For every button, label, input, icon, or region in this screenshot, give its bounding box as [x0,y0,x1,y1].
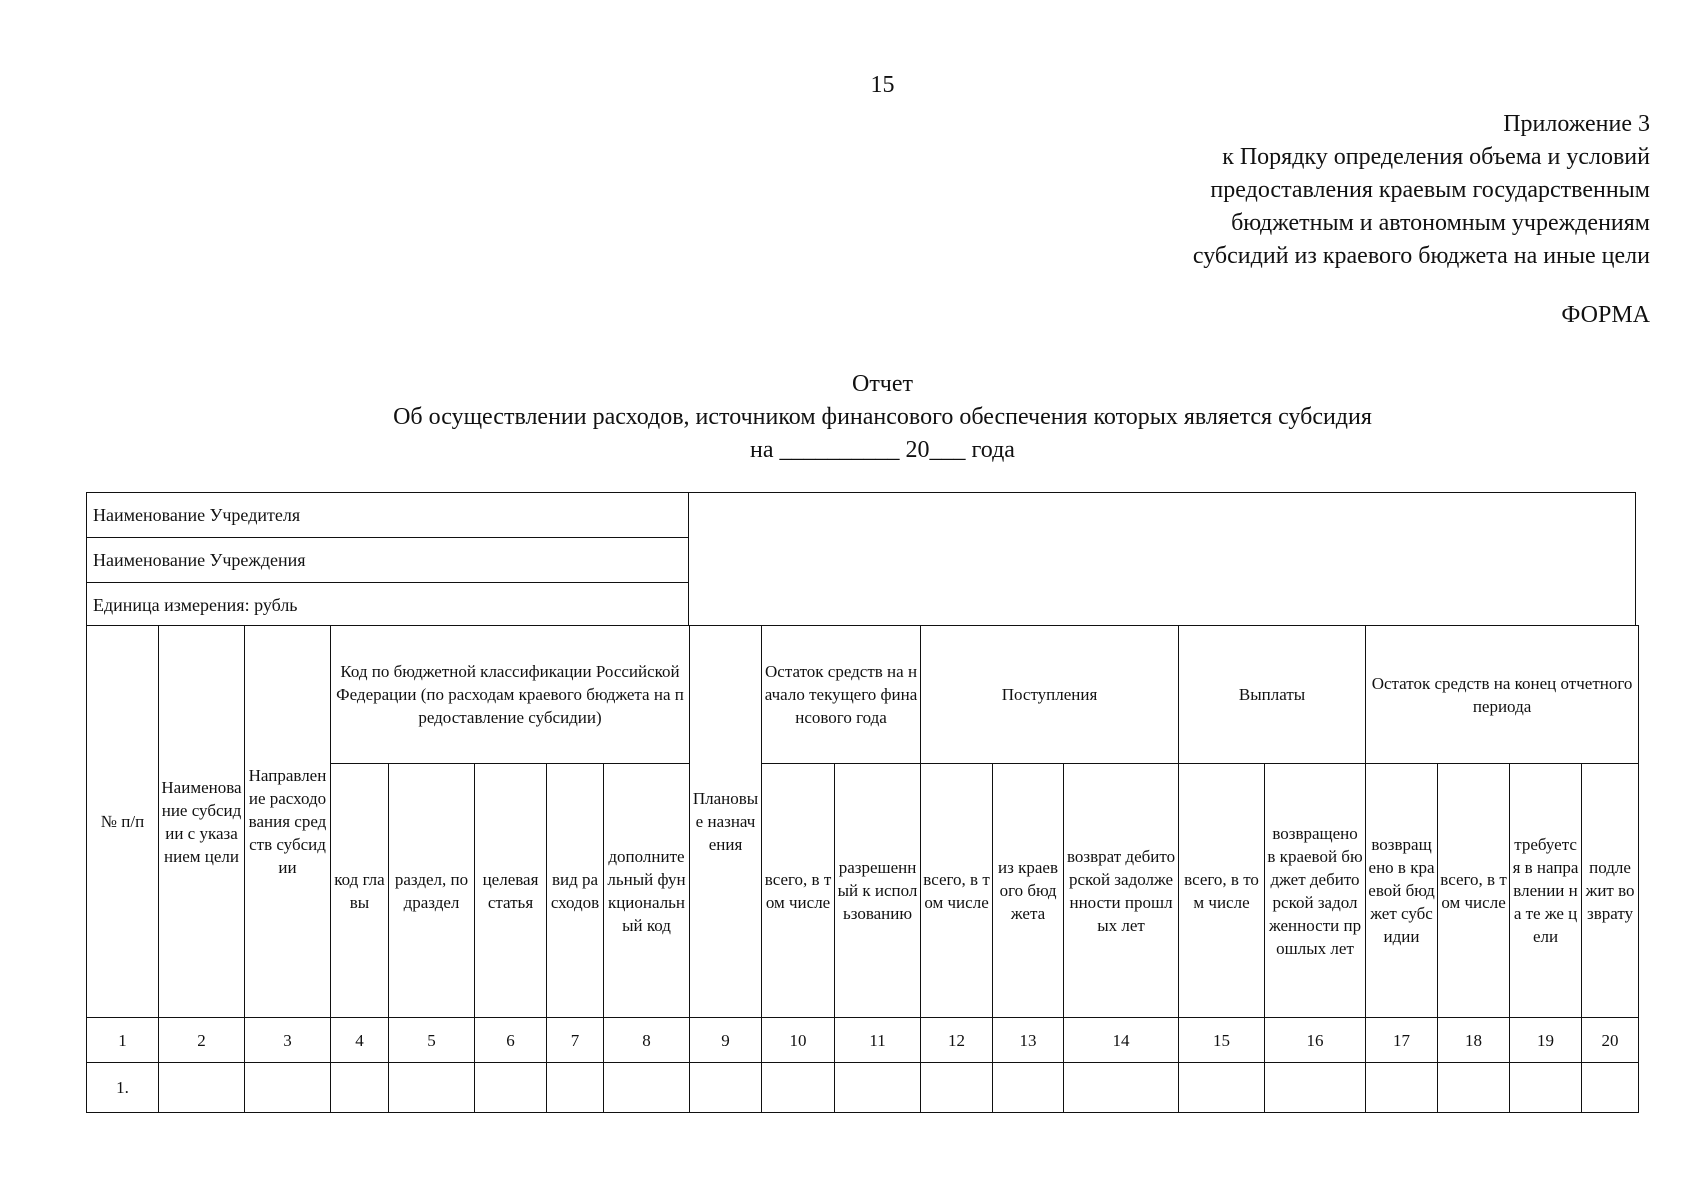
column-number: 9 [690,1018,762,1063]
empty-cell [331,1063,389,1113]
header-end-balance-group: Остаток средств на конец отчетного периода [1366,626,1639,764]
header-kbk-type: вид расходов [547,764,604,1018]
empty-cell [1438,1063,1510,1113]
header-payments-returned: возвращено в краевой бюджет дебиторской задолженности прошлых лет [1265,764,1366,1018]
column-number: 10 [762,1018,835,1063]
row-number: 1. [87,1063,159,1113]
appendix-line-4: бюджетным и автономным учреждениям [1231,210,1650,236]
column-number: 8 [604,1018,690,1063]
column-number: 5 [389,1018,475,1063]
empty-cell [1582,1063,1639,1113]
appendix-line-5: субсидий из краевого бюджета на иные цели [1192,243,1650,269]
header-start-total: всего, в том числе [762,764,835,1018]
empty-cell [547,1063,604,1113]
header-kbk-chapter: код главы [331,764,389,1018]
empty-cell [1366,1063,1438,1113]
empty-cell [475,1063,547,1113]
header-receipts-group: Поступления [921,626,1179,764]
column-numbers-row [87,1018,1639,1063]
header-start-balance-group: Остаток средств на начало текущего финансового года [762,626,921,764]
empty-cell [1179,1063,1265,1113]
info-box [86,492,1636,626]
column-number: 18 [1438,1018,1510,1063]
column-number: 1 [87,1018,159,1063]
report-heading [0,368,1697,467]
institution-name-label: Наименование Учреждения [87,538,689,583]
report-subtitle: Об осуществлении расходов, источником финансового обеспечения которых является субсидия [393,404,1372,430]
header-kbk-section: раздел, подраздел [389,764,475,1018]
header-row-groups [87,626,1639,764]
header-planned: Плановые назначения [690,626,762,1018]
page-number: 15 [870,72,895,98]
empty-cell [1265,1063,1366,1113]
header-direction: Направление расходования средств субсидии [245,626,331,1018]
appendix-line-3: предоставления краевым государственным [1210,177,1650,203]
table-row [87,1063,1639,1113]
empty-cell [389,1063,475,1113]
header-end-total: всего, в том числе [1438,764,1510,1018]
empty-cell [993,1063,1064,1113]
column-number: 7 [547,1018,604,1063]
empty-cell [245,1063,331,1113]
header-receipts-total: всего, в том числе [921,764,993,1018]
forma-label: ФОРМА [1561,302,1650,328]
appendix-header [950,108,1650,273]
empty-cell [159,1063,245,1113]
column-number: 11 [835,1018,921,1063]
empty-cell [1064,1063,1179,1113]
empty-cell [604,1063,690,1113]
column-number: 20 [1582,1018,1639,1063]
column-number: 4 [331,1018,389,1063]
empty-cell [690,1063,762,1113]
empty-cell [762,1063,835,1113]
empty-cell [835,1063,921,1113]
column-number: 17 [1366,1018,1438,1063]
column-number: 2 [159,1018,245,1063]
header-payments-group: Выплаты [1179,626,1366,764]
header-receipts-regional: из краевого бюджета [993,764,1064,1018]
header-receipts-debt-return: возврат дебиторской задолженности прошлых лет [1064,764,1179,1018]
unit-label: Единица измерения: рубль [87,583,689,626]
column-number: 15 [1179,1018,1265,1063]
empty-cell [921,1063,993,1113]
column-number: 14 [1064,1018,1179,1063]
column-number: 19 [1510,1018,1582,1063]
report-title: Отчет [851,371,914,397]
header-start-allowed: разрешенный к использованию [835,764,921,1018]
empty-cell [1510,1063,1582,1113]
header-kbk-additional: дополнительный функциональный код [604,764,690,1018]
founder-name-label: Наименование Учредителя [87,493,689,538]
column-number: 12 [921,1018,993,1063]
header-end-to-return: подлежит возврату [1582,764,1639,1018]
header-subsidy-name: Наименование субсидии с указанием цели [159,626,245,1018]
report-table [86,625,1639,1113]
header-kbk-group: Код по бюджетной классификации Российской Федерации (по расходам краевого бюджета на предоставление субсидии) [331,626,690,764]
header-payments-total: всего, в том числе [1179,764,1265,1018]
report-date-line: на __________ 20___ года [750,437,1015,463]
column-number: 6 [475,1018,547,1063]
header-np: № п/п [87,626,159,1018]
appendix-line-2: к Порядку определения объема и условий [1222,144,1650,170]
appendix-line-1: Приложение 3 [1503,111,1650,137]
header-kbk-target: целевая статья [475,764,547,1018]
column-number: 13 [993,1018,1064,1063]
column-number: 16 [1265,1018,1366,1063]
header-end-returned: возвращено в краевой бюджет субсидии [1366,764,1438,1018]
header-end-required: требуется в направлении на те же цели [1510,764,1582,1018]
column-number: 3 [245,1018,331,1063]
